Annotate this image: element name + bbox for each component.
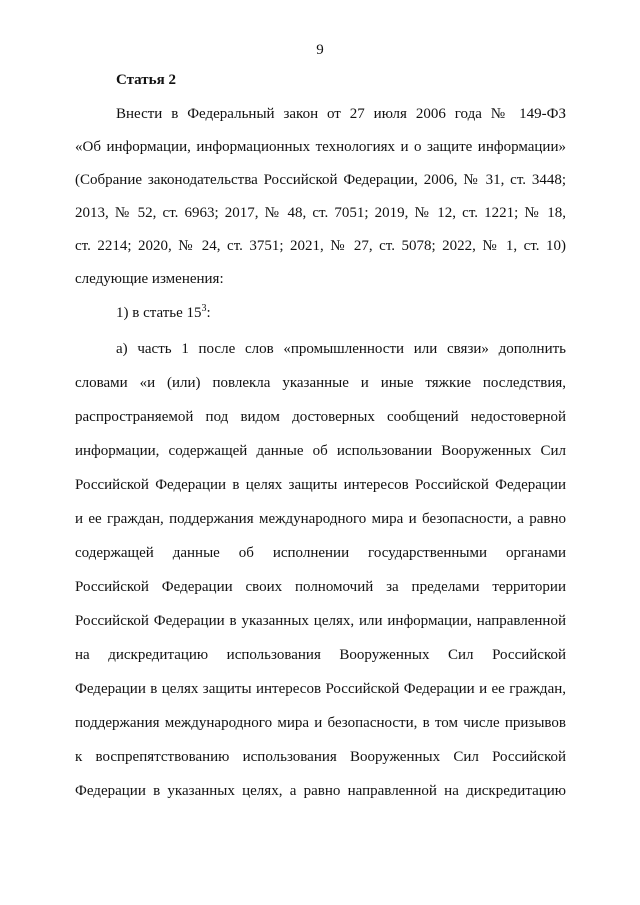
list-item-suffix: : bbox=[206, 305, 211, 321]
paragraph-line: Федерации в указанных целях, а равно направленной на дискредитацию bbox=[75, 783, 566, 799]
paragraph-line: к воспрепятствованию использования Вооруженных Сил Российской bbox=[75, 749, 566, 765]
paragraph-line: следующие изменения: bbox=[75, 271, 224, 287]
paragraph-line: и ее граждан, поддержания международного мира и безопасности, а равно bbox=[75, 511, 566, 527]
article-title: Статья 2 bbox=[116, 72, 176, 88]
paragraph-line: Федерации в целях защиты интересов Российской Федерации и ее граждан, bbox=[75, 681, 566, 697]
paragraph-line: «Об информации, информационных технологиях и о защите информации» bbox=[75, 139, 566, 155]
page-number: 9 bbox=[316, 42, 324, 58]
paragraph-line: Российской Федерации в указанных целях, или информации, направленной bbox=[75, 613, 566, 629]
paragraph-line: ст. 2214; 2020, № 24, ст. 3751; 2021, № 27, ст. 5078; 2022, № 1, ст. 10) bbox=[75, 238, 566, 254]
paragraph-line: Российской Федерации своих полномочий за пределами территории bbox=[75, 579, 566, 595]
paragraph-line: информации, содержащей данные об использовании Вооруженных Сил bbox=[75, 443, 566, 459]
paragraph-line: (Собрание законодательства Российской Федерации, 2006, № 31, ст. 3448; bbox=[75, 172, 566, 188]
paragraph-line: 2013, № 52, ст. 6963; 2017, № 48, ст. 7051; 2019, № 12, ст. 1221; № 18, bbox=[75, 205, 566, 221]
superscript: 3 bbox=[201, 303, 207, 314]
list-item-heading bbox=[116, 303, 566, 323]
paragraph-line: словами «и (или) повлекла указанные и иные тяжкие последствия, bbox=[75, 375, 566, 391]
paragraph-line: Внести в Федеральный закон от 27 июля 2006 года № 149-ФЗ bbox=[116, 106, 566, 122]
paragraph-line: а) часть 1 после слов «промышленности или связи» дополнить bbox=[116, 341, 566, 357]
paragraph-line: Российской Федерации в целях защиты интересов Российской Федерации bbox=[75, 477, 566, 493]
paragraph-line: распространяемой под видом достоверных сообщений недостоверной bbox=[75, 409, 566, 425]
paragraph-line: на дискредитацию использования Вооруженных Сил Российской bbox=[75, 647, 566, 663]
paragraph-line: поддержания международного мира и безопасности, в том числе призывов bbox=[75, 715, 566, 731]
paragraph-line: содержащей данные об исполнении государственными органами bbox=[75, 545, 566, 561]
list-item-text: 1) в статье 15 bbox=[116, 305, 202, 321]
